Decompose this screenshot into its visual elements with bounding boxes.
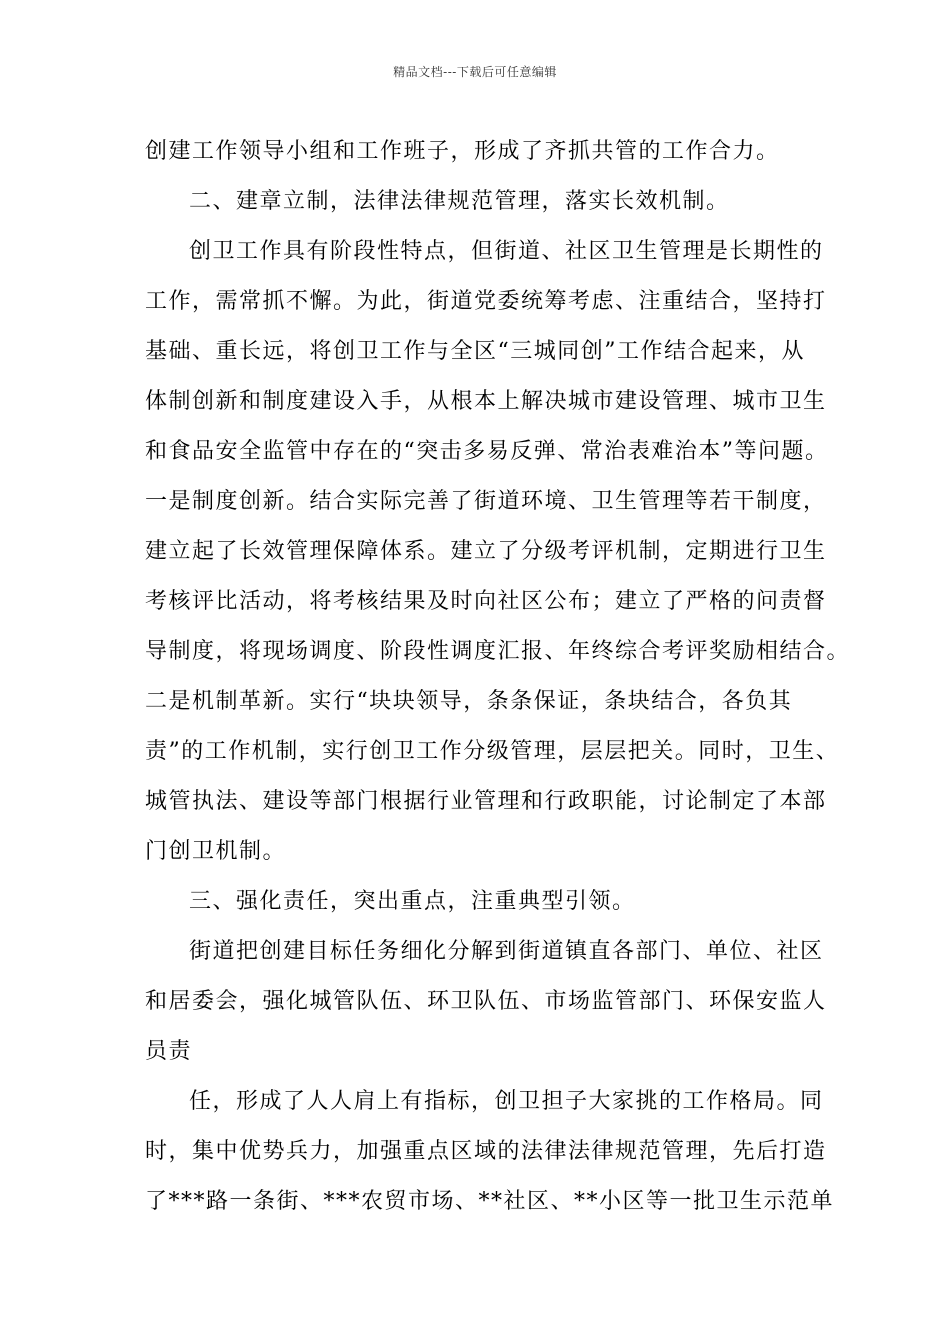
text-line: 任，形成了人人肩上有指标，创卫担子大家挑的工作格局。同 bbox=[189, 1089, 824, 1114]
text-line: 责”的工作机制，实行创卫工作分级管理，层层把关。同时，卫生、 bbox=[145, 739, 840, 764]
text-line: 导制度，将现场调度、阶段性调度汇报、年终综合考评奖励相结合。 bbox=[145, 639, 851, 664]
text-line: 工作，需常抓不懈。为此，街道党委统筹考虑、注重结合，坚持打 bbox=[145, 289, 827, 314]
section-heading: 二、建章立制，法律法律规范管理，落实长效机制。 bbox=[189, 189, 730, 214]
text-line: 了***路一条街、***农贸市场、**社区、**小区等一批卫生示范单 bbox=[145, 1189, 835, 1214]
text-line: 时，集中优势兵力，加强重点区域的法律法律规范管理，先后打造 bbox=[145, 1139, 827, 1164]
text-line: 和食品安全监管中存在的“突击多易反弹、常治表难治本”等问题。 bbox=[145, 439, 829, 464]
text-line: 门创卫机制。 bbox=[145, 839, 287, 864]
text-line: 创建工作领导小组和工作班子，形成了齐抓共管的工作合力。 bbox=[145, 139, 780, 164]
text-line: 和居委会，强化城管队伍、环卫队伍、市场监管部门、环保安监人 bbox=[145, 989, 827, 1014]
text-line: 考核评比活动，将考核结果及时向社区公布；建立了严格的问责督 bbox=[145, 589, 827, 614]
text-line: 体制创新和制度建设入手，从根本上解决城市建设管理、城市卫生 bbox=[145, 389, 827, 414]
document-body bbox=[145, 127, 851, 1227]
text-line: 建立起了长效管理保障体系。建立了分级考评机制，定期进行卫生 bbox=[145, 539, 827, 564]
text-line: 城管执法、建设等部门根据行业管理和行政职能，讨论制定了本部 bbox=[145, 789, 827, 814]
section-heading: 三、强化责任，突出重点，注重典型引领。 bbox=[189, 889, 636, 914]
text-line: 员责 bbox=[145, 1039, 193, 1064]
text-line: 二是机制革新。实行“块块领导，条条保证，条块结合，各负其 bbox=[145, 689, 793, 714]
text-line: 创卫工作具有阶段性特点，但街道、社区卫生管理是长期性的 bbox=[189, 239, 824, 264]
text-line: 街道把创建目标任务细化分解到街道镇直各部门、单位、社区 bbox=[189, 939, 824, 964]
text-line: 基础、重长远，将创卫工作与全区“三城同创”工作结合起来，从 bbox=[145, 339, 805, 364]
text-line: 一是制度创新。结合实际完善了街道环境、卫生管理等若干制度， bbox=[145, 489, 827, 514]
page-header: 精品文档---下载后可任意编辑 bbox=[393, 65, 557, 79]
